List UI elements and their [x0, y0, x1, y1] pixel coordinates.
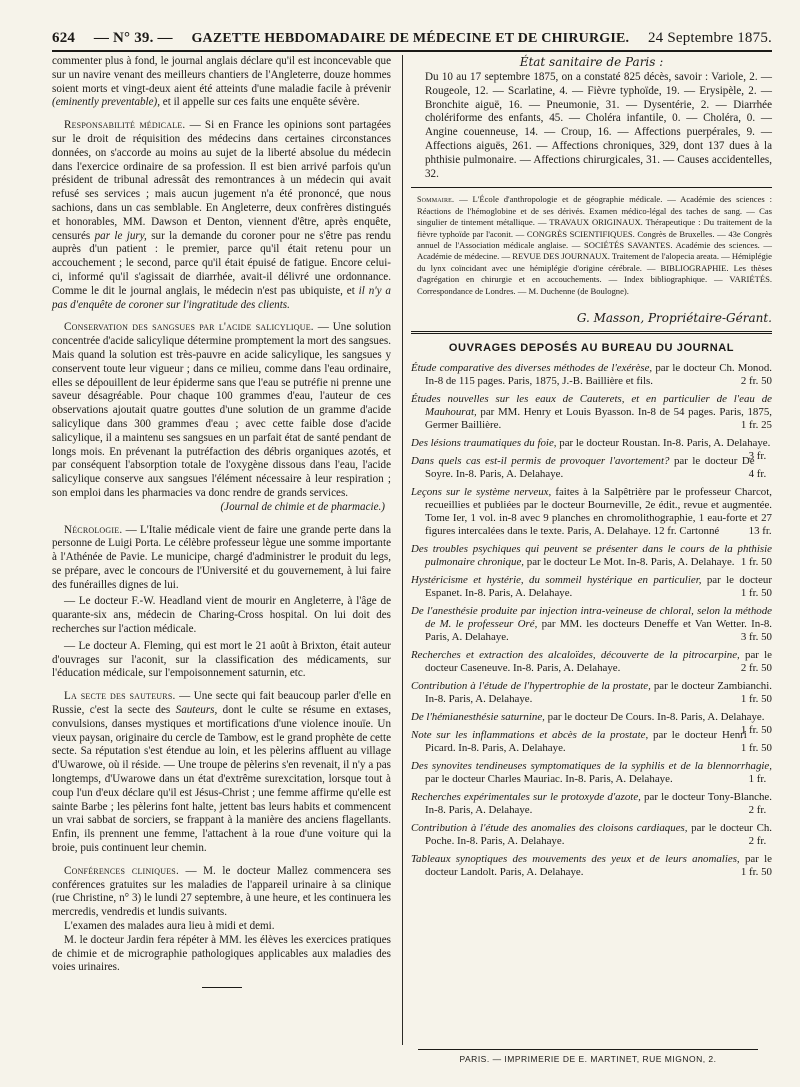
book-title: De l'hémianesthésie saturnine, [411, 711, 545, 724]
paragraph-fleming: — Le docteur A. Fleming, qui est mort le 21 août à Brixton, était auteur d'ouvrages sur l'aconit, sur la classification des médicaments, sur l'éducation médicale, sur l'empoisonnement saturnin, etc. [52, 639, 391, 680]
sommaire [411, 194, 772, 297]
book-title: Hystéricisme et hystérie, du sommeil hystérique en particulier, [411, 574, 702, 587]
book-price: 2 fr. 50 [740, 375, 772, 388]
book-entry [411, 574, 772, 600]
heading-conferences: Conférences cliniques. [64, 864, 179, 877]
book-details: par le docteur Charles Mauriac. In-8. Paris, A. Delahaye. [425, 773, 673, 786]
paragraph-examen: L'examen des malades aura lieu à midi et demi. [64, 920, 275, 933]
book-price: 3 fr. [748, 450, 767, 463]
book-details: par le docteur Ch. Poche. In-8. Paris, A. Delahaye. [425, 822, 773, 848]
book-price: 1 fr. 50 [740, 724, 772, 737]
book-price: 1 fr. 50 [740, 556, 772, 569]
book-price: 2 fr. 50 [740, 662, 772, 675]
book-details: par le docteur De Soyre. In-8. Paris, A. Delahaye. [425, 455, 755, 481]
paragraph-necrologie: Nécrologie. — L'Italie médicale vient de faire une grande perte dans la personne de Luigi Porta. Le célèbre professeur lègue une somme importante à l'Athénée de Pavie. Le municipe, chargé d'administrer le produit du legs, se prépare, avec le concours de l'Université et du gouvernement, à lui faire des funérailles dignes de lui. [52, 523, 391, 591]
divider [411, 187, 772, 188]
book-details: faites à la Salpêtrière par le professeur Charcot, recueillies et publiées par le docteur Bourneville, 2e édit., revue et augmentée. Tome Ier, 1 vol. in-8 avec 9 planches en chromolithographie, 1 eau-forte et 27 figures intercalées dans le texte. Paris, A. Delahaye. 12 fr. Cartonné [425, 486, 772, 538]
etat-sanitaire-text: Du 10 au 17 septembre 1875, on a constaté 825 décès, savoir : Variole, 2. — Rougeole, 12. — Scarlatine, 4. — Fièvre typhoïde, 19. — Erysipèle, 2. — Bronchite aiguë, 16. — Pneumonie, 31. — Dysentérie, 2. — Diarrhée cholériforme des enfants, 45. — Choléra infantile, 0. — Choléra, 0. — Angine couenneuse, 14. — Croup, 16. — Affections puerpérales, 9. — Affections aiguës, 261. — Affections chroniques, 329, dont 137 dues à la phthisie pulmonaire. — Affections chirurgicales, 31. — Causes accidentelles, 32. [425, 71, 772, 180]
book-entry [411, 791, 772, 817]
book-details: par le docteur Zambianchi. In-8. Paris, A. Delahaye. [425, 680, 772, 706]
book-entry [411, 680, 772, 706]
book-title: Des troubles psychiques qui peuvent se présenter dans le cours de la phthisie pulmonaire chronique, [411, 543, 772, 569]
book-title: Leçons sur le système nerveux, [411, 486, 552, 499]
issue-date: 24 Septembre 1875. [647, 30, 772, 46]
book-price: 3 fr. 50 [740, 631, 772, 644]
book-price: 2 fr. [748, 804, 767, 817]
columns [52, 55, 772, 988]
ouvrages-title: OUVRAGES DEPOSÉS AU BUREAU DU JOURNAL [448, 342, 735, 355]
book-title: Étude comparative des diverses méthodes de l'exérèse, [411, 362, 653, 375]
book-title: Dans quels cas est-il permis de provoquer l'avortement? [411, 455, 670, 468]
paragraph-headland: — Le docteur F.-W. Headland vient de mourir en Angleterre, à l'âge de quarante-six ans, médecin de Charing-Cross hospital. On lui doit des recherches sur l'action médicale. [52, 595, 391, 636]
book-entry [411, 455, 772, 481]
etat-sanitaire-title: État sanitaire de Paris : [519, 55, 664, 69]
book-title: Note sur les inflammations et abcès de la prostate, [411, 729, 649, 742]
book-entry [411, 760, 772, 786]
sommaire-heading: Sommaire. [417, 195, 455, 205]
paragraph-conferences: Conférences cliniques. — M. le docteur Mallez commencera ses conférences gratuites sur les maladies de l'appareil urinaire à sa clinique (rue Christine, n° 3) le lundi 27 septembre, à une heure, et les continuera les mercredis, vendredis et lundis suivants. [52, 864, 391, 919]
page-header [52, 30, 772, 52]
paragraph-navire: commenter plus à fond, le journal anglais déclare qu'il est inconcevable que sur un navire venant des meilleurs chantiers de l'Angleterre, douze hommes soient morts et vingt-deux aient été atteints d'une maladie facile à prévenir (eminently preventable), et il appelle sur ces faits une enquête sévère. [52, 55, 391, 109]
book-details: par le docteur Le Mot. In-8. Paris, A. Delahaye. [526, 556, 735, 569]
book-entry [411, 605, 772, 644]
book-details: par le docteur De Cours. In-8. Paris, A. Delahaye. [547, 711, 765, 724]
paragraph-sangsues: Conservation des sangsues par l'acide salicylique. — Une solution concentrée d'acide salicylique détermine promptement la mort des sangsues. Mais quand la solution est très-pauvre en acide salicylique, les sangsues y conservent toute leur vigueur ; dans ce milieu, comme dans l'eau ordinaire, elles se dépouillent de leur épiderme sans que l'eau se putréfie ni prenne une saveur désagréable. Pour chaque 100 grammes d'eau, l'auteur de ces observations ajoutait quatre gouttes d'une solution de un gramme d'acide salicylique dans 300 grammes d'eau ; avec cette faible dose d'acide salicylique, il a maintenu ses sangsues en un parfait état de santé pendant de longs mois. En prévenant la putréfaction des débris organiques azotés, et par conséquent l'absorption totale de l'oxygène dissous dans l'eau, l'acide salicylique conserve aux sangsues l'élément nécessaire à leur respiration ; son emploi dans les pharmacies va donc rendre de grands services. [52, 321, 391, 499]
heading-sauteurs: La secte des sauteurs. [64, 690, 176, 703]
book-title: Des synovites tendineuses symptomatiques de la syphilis et de la blennorrhagie, [411, 760, 772, 773]
book-entry [411, 393, 772, 432]
book-price: 1 fr. 50 [740, 693, 772, 706]
book-details: par le docteur Landolt. Paris, A. Delahaye. [425, 853, 772, 879]
book-title: Tableaux synoptiques des mouvements des yeux et de leurs anomalies, [411, 853, 740, 866]
book-price: 2 fr. [748, 835, 767, 848]
book-title: De l'anesthésie produite par injection intra-veineuse de chloral, selon la méthode de M. le professeur Oré, [411, 605, 772, 631]
book-price: 1 fr. [748, 773, 767, 786]
book-price: 1 fr. 25 [740, 419, 772, 432]
book-details: par le docteur Tony-Blanche. In-8. Paris, A. Delahaye. [425, 791, 772, 817]
book-entry [411, 822, 772, 848]
heading-responsabilite: Responsabilité médicale. [64, 119, 186, 132]
book-list [411, 362, 772, 879]
book-entry [411, 853, 772, 879]
book-price: 1 fr. 50 [740, 587, 772, 600]
book-price: 1 fr. 50 [740, 742, 772, 755]
book-title: Recherches et extraction des alcaloïdes, découverte de la pitrocarpine, [411, 649, 740, 662]
citation-journal-chimie: (Journal de chimie et de pharmacie.) [220, 500, 385, 513]
book-price: 4 fr. [748, 468, 767, 481]
double-divider [411, 331, 772, 334]
book-entry [411, 362, 772, 388]
book-entry [411, 486, 772, 538]
book-details: par MM. Henry et Louis Byasson. In-8 de 54 pages. Paris, 1875, Germer Baillière. [425, 406, 772, 432]
paragraph-sauteurs: La secte des sauteurs. — Une secte qui fait beaucoup parler d'elle en Russie, c'est la secte des Sauteurs, dont le culte se résume en extases, convulsions, danses mystiques et mortifications d'une violence inouïe. Un vieux paysan, originaire du cercle de Tambow, est le grand prophète de cette secte. Sa réputation s'est étendue au loin, et les pèlerins affluent au village d'Uwarowe, où il réside. — Une troupe de pèlerins s'en revenait, il n'y a pas longtemps, d'Uwarowe dans un état d'extrême surexcitation, lorsque tout à coup l'un d'eux déclare qu'il est Jésus-Christ ; une femme affirme qu'elle est sainte Barbe ; les pèlerins font halte, jettent bas leurs habits et commencent un vrai sabbat de sorciers, se frappant à la manière des anciens flagellants. Enfin, ils prennent une femme, l'attachent à la roue d'une voiture qui la broie, puis continuent leur chemin. [52, 690, 392, 855]
column-divider [402, 55, 403, 1045]
book-title: Recherches expérimentales sur le protoxyde d'azote, [411, 791, 641, 804]
journal-title: GAZETTE HEBDOMADAIRE DE MÉDECINE ET DE CHIRURGIE. [191, 31, 630, 46]
sommaire-text: — L'École d'anthropologie et de géographie médicale. — Académie des sciences : Réactions de l'hémoglobine et de ses dérivés. Examen médico-légal des taches de sang. — Cas singulier de tintement métallique. — TRAVAUX ORIGINAUX. Thérapeutique : Du traitement de la fièvre typhoïde par l'aconit. — CONGRÈS SCIENTIFIQUES. Congrès de Bruxelles. — 43e Congrès annuel de l'Association médicale anglaise. — SOCIÉTÉS SAVANTES. Académie des sciences. — Académie de médecine. — REVUE DES JOURNAUX. Traitement de l'alopecia areata. — Hémiplégie du lynx coïncidant avec une hémiplégie d'origine cérébrale. — BIBLIOGRAPHIE. Les thèses d'agrégation en chirurgie et en accouchements. — Index bibliographique. — VARIÉTÉS. Correspondance de Londres. — M. Duchenne (de Boulogne). [417, 194, 772, 296]
book-title: Contribution à l'étude des anomalies des cloisons cardiaques, [411, 822, 688, 835]
book-details: par le docteur Henri Picard. In-8. Paris, A. Delahaye. [425, 729, 747, 755]
printer-imprint: PARIS. — IMPRIMERIE DE E. MARTINET, RUE MIGNON, 2. [418, 1049, 758, 1064]
gerant-signature: G. Masson, Propriétaire-Gérant. [576, 311, 772, 326]
book-price: 13 fr. [748, 525, 772, 538]
paragraph-jardin: M. le docteur Jardin fera répéter à MM. les élèves les exercices pratiques de chimie et de micrographie pathologiques applicables aux maladies des voies urinaires. [52, 933, 391, 974]
book-entry [411, 729, 772, 755]
issue-number: — N° 39. — [93, 30, 173, 46]
book-details: par le docteur Espanet. In-8. Paris, A. Delahaye. [425, 574, 772, 600]
book-details: par le docteur Ch. Monod. In-8 de 115 pages. Paris, 1875, J.-B. Baillière et fils. [425, 362, 772, 388]
etat-sanitaire [411, 55, 772, 181]
heading-sangsues: Conservation des sangsues par l'acide salicylique. [64, 321, 314, 334]
book-price: 1 fr. 50 [740, 866, 772, 879]
left-column [52, 55, 397, 988]
page-number: 624 [52, 30, 76, 46]
book-details: par MM. les docteurs Deneffe et Van Wetter. In-8. Paris, A. Delahaye. [425, 618, 773, 644]
book-details: par le docteur Caseneuve. In-8. Paris, A. Delahaye. [425, 649, 772, 675]
book-entry [411, 649, 772, 675]
book-title: Études nouvelles sur les eaux de Cauterets, et en particulier de l'eau de Mauhourat, [411, 393, 772, 419]
heading-necrologie: Nécrologie. [64, 523, 123, 536]
book-details: par le docteur Roustan. In-8. Paris, A. Delahaye. [559, 437, 771, 450]
right-column [397, 55, 772, 988]
book-title: Des lésions traumatiques du foie, [411, 437, 557, 450]
book-title: Contribution à l'étude de l'hypertrophie de la prostate, [411, 680, 651, 693]
end-rule [202, 987, 242, 988]
book-entry [411, 543, 772, 569]
paragraph-responsabilite: Responsabilité médicale. — Si en France les opinions sont partagées sur le droit de réquisition des médecins dans certaines circonstances données, on s'accorde au moins au sujet de la liberté absolue du médecin dans l'exercice ordinaire de sa profession. Il est bien arrivé parfois qu'un président de tribunal adressât des remontrances à un médecin qui avait refusé ses services ; mais aucun jugement n'a été prononcé, que nous sachions, dans un cas semblable. En Angleterre, deux confrères distingués et honorables, MM. Dawson et Denton, viennent d'être, après enquête, censurés par le jury, sur la demande du coroner pour ne s'être pas rendu auprès d'un patient : le premier, parce qu'il était retenu pour un accouchement ; le second, parce qu'il était épuisé de fatigue. Encore celui-ci, informé qu'il s'agissait de diarrhée, avait-il délivré une ordonnance. Comme le dit le journal anglais, le médecin n'est pas ubiquiste, et il n'y a pas d'enquête de coroner sur l'ingratitude des clients. [52, 119, 391, 311]
